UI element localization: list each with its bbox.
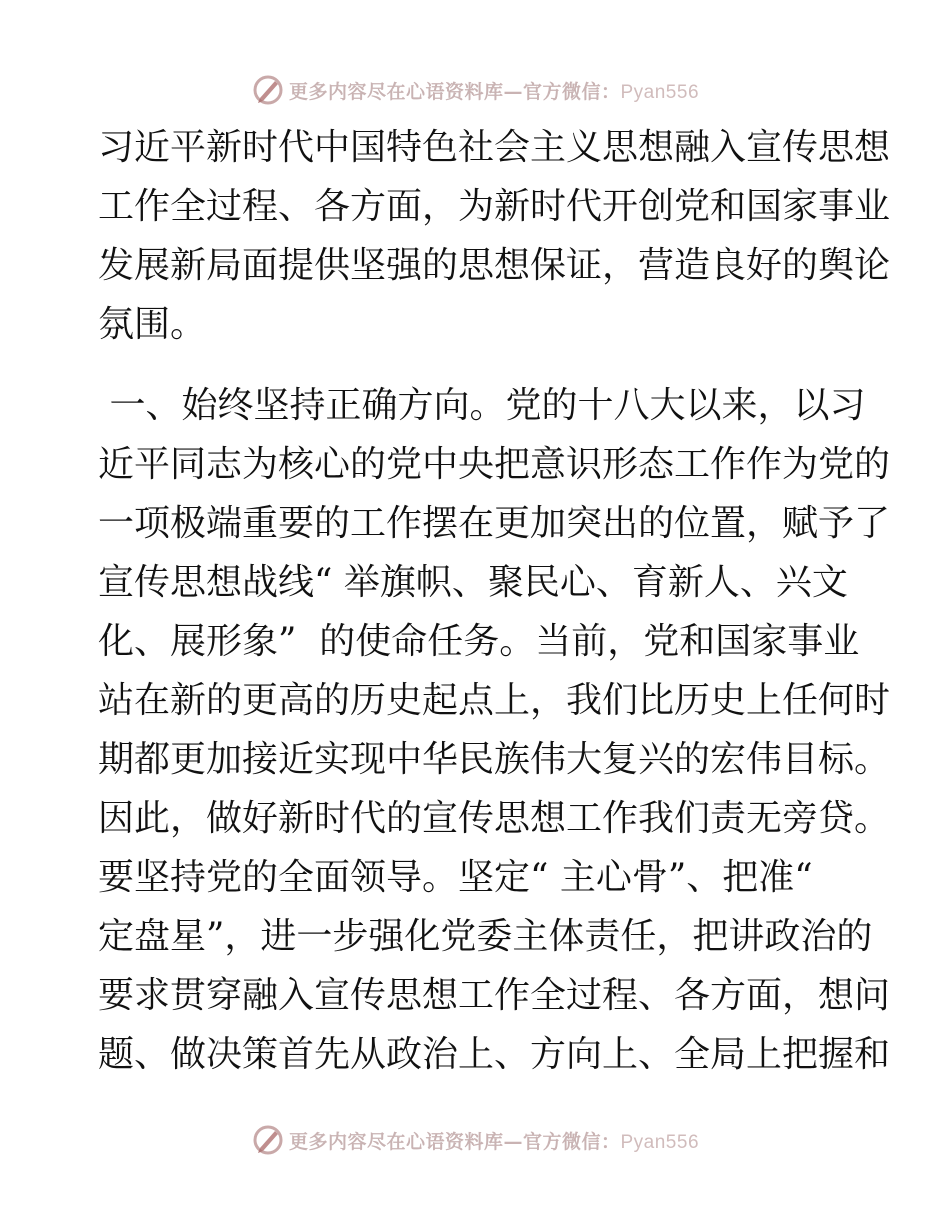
- header-watermark-banner: [0, 68, 950, 112]
- text-line: 宣传思想战线“ 举旗帜、聚民心、育新人、兴文: [98, 562, 848, 603]
- paragraph-1: [98, 118, 891, 354]
- watermark-separator: —: [503, 1130, 523, 1153]
- watermark-main-text: 更多内容尽在心语资料库: [288, 80, 504, 103]
- text-line: 要坚持党的全面领导。坚定“ 主心骨”、把准“: [98, 857, 813, 898]
- text-line: 习近平新时代中国特色社会主义思想融入宣传思想: [98, 127, 891, 168]
- watermark-main-text: 更多内容尽在心语资料库: [288, 1130, 504, 1153]
- text-line: 近平同志为核心的党中央把意识形态工作作为党的: [98, 444, 891, 485]
- footer-watermark-banner: [0, 1118, 950, 1162]
- text-line: 定盘星”，进一步强化党委主体责任，把讲政治的: [98, 916, 873, 957]
- text-line: 发展新局面提供坚强的思想保证，营造良好的舆论: [98, 245, 891, 286]
- text-line: 工作全过程、各方面，为新时代开创党和国家事业: [98, 186, 891, 227]
- text-line: 因此，做好新时代的宣传思想工作我们责无旁贷。: [98, 798, 891, 839]
- watermark-label: 官方微信：: [522, 1130, 621, 1153]
- text-line: 题、做决策首先从政治上、方向上、全局上把握和: [98, 1034, 891, 1075]
- text-line: 要求贯穿融入宣传思想工作全过程、各方面，想问: [98, 975, 891, 1016]
- document-body: [98, 118, 891, 1084]
- text-line: 站在新的更高的历史起点上，我们比历史上任何时: [98, 680, 891, 721]
- paragraph-2: [98, 376, 891, 1084]
- text-line: 氛围。: [98, 304, 207, 345]
- watermark-text: [289, 77, 699, 104]
- pen-logo-icon: [251, 1123, 285, 1157]
- watermark-label: 官方微信：: [522, 80, 621, 103]
- text-line: 一、始终坚持正确方向。党的十八大以来，以习: [98, 385, 866, 426]
- watermark-wechat-id: Pyan556: [620, 1131, 700, 1153]
- pen-logo-icon: [251, 73, 285, 107]
- text-line: 期都更加接近实现中华民族伟大复兴的宏伟目标。: [98, 739, 891, 780]
- text-line: 一项极端重要的工作摆在更加突出的位置，赋予了: [98, 503, 891, 544]
- paragraph-spacing: [98, 354, 858, 376]
- watermark-wechat-id: Pyan556: [620, 81, 700, 103]
- watermark-separator: —: [503, 80, 523, 103]
- text-line: 化、展形象” 的使命任务。当前，党和国家事业: [98, 621, 860, 662]
- watermark-text: [289, 1127, 699, 1154]
